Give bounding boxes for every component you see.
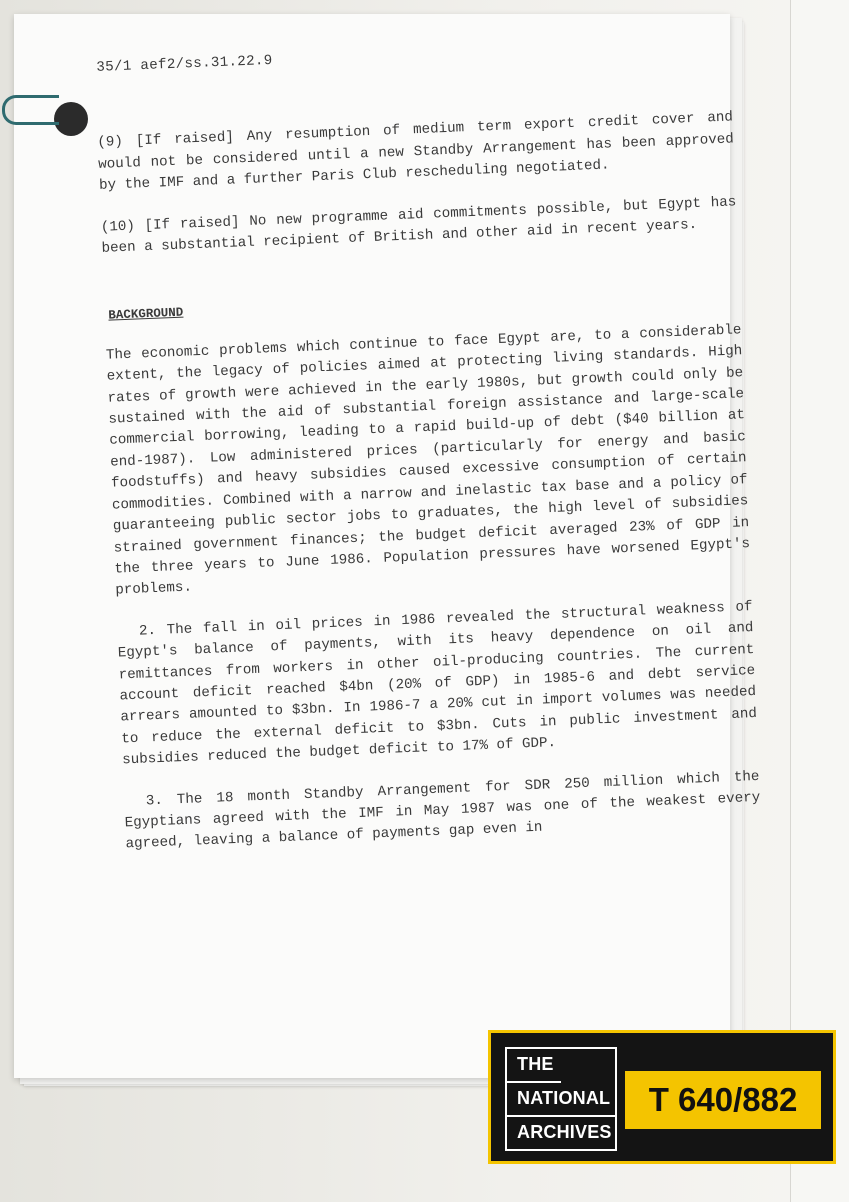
folder-cover-edge <box>790 0 849 1202</box>
background-paragraph-2: 2. The fall in oil prices in 1986 revealed the structural weakness of Egypt's balance of payments, with its heavy dependence on oil and remittances from workers in other oil-producing countries. The current account deficit reached $4bn (20% of GDP) in 1985-6 and debt service arrears amounted to $3bn. In 1986-7 a 20% cut in import volumes was needed to reduce the external deficit to $3bn. Cuts in public investment and subsidies reduced the budget deficit to 17% of GDP. <box>117 598 758 769</box>
logo-line-national: NATIONAL <box>517 1088 611 1108</box>
logo-line-the: THE <box>517 1054 554 1074</box>
background-paragraph-3: 3. The 18 month Standby Arrangement for SDR 250 million which the Egyptians agreed with the IMF in May 1987 was one of the weakest every agreed, leaving a balance of payments gap even in <box>124 768 761 853</box>
document-reference: 35/1 aef2/ss.31.22.9 <box>96 52 273 76</box>
treasury-tag-string <box>2 95 59 125</box>
punch-hole <box>54 102 88 136</box>
national-archives-logo <box>505 1047 617 1151</box>
logo-divider <box>507 1115 615 1117</box>
paragraph-10: (10) [If raised] No new programme aid commitments possible, but Egypt has been a substantial recipient of British and other aid in recent years. <box>100 193 737 257</box>
national-archives-stamp <box>488 1030 836 1164</box>
logo-divider <box>507 1081 561 1083</box>
logo-line-archives: ARCHIVES <box>517 1122 612 1142</box>
paragraph-9: (9) [If raised] Any resumption of medium term export credit cover and would not be considered until a new Standby Arrangement has been approved by the IMF and a further Paris Club rescheduling negotiated. <box>97 109 735 195</box>
catalogue-reference-badge: T 640/882 <box>625 1071 821 1129</box>
section-heading: BACKGROUND <box>108 306 184 324</box>
document-text <box>94 32 762 876</box>
background-paragraph-1: The economic problems which continue to face Egypt are, to a considerable extent, the legacy of policies aimed at protecting living standards. High rates of growth were achieved in the early 1980s, but growth could only be sustained with the aid of substantial foreign assistance and large-scale commercial borrowing, leading to a rapid build-up of debt ($40 billion at end-1987). Low administered prices (particularly for energy and basic foodstuffs) and heavy subsidies caused excessive consumption of certain commodities. Combined with a narrow and inelastic tax base and a policy of guaranteeing public sector jobs to graduates, the high level of subsidies strained government finances; the budget deficit averaged 23% of GDP in the three years to June 1986. Population pressures have worsened Egypt's problems. <box>105 322 751 599</box>
